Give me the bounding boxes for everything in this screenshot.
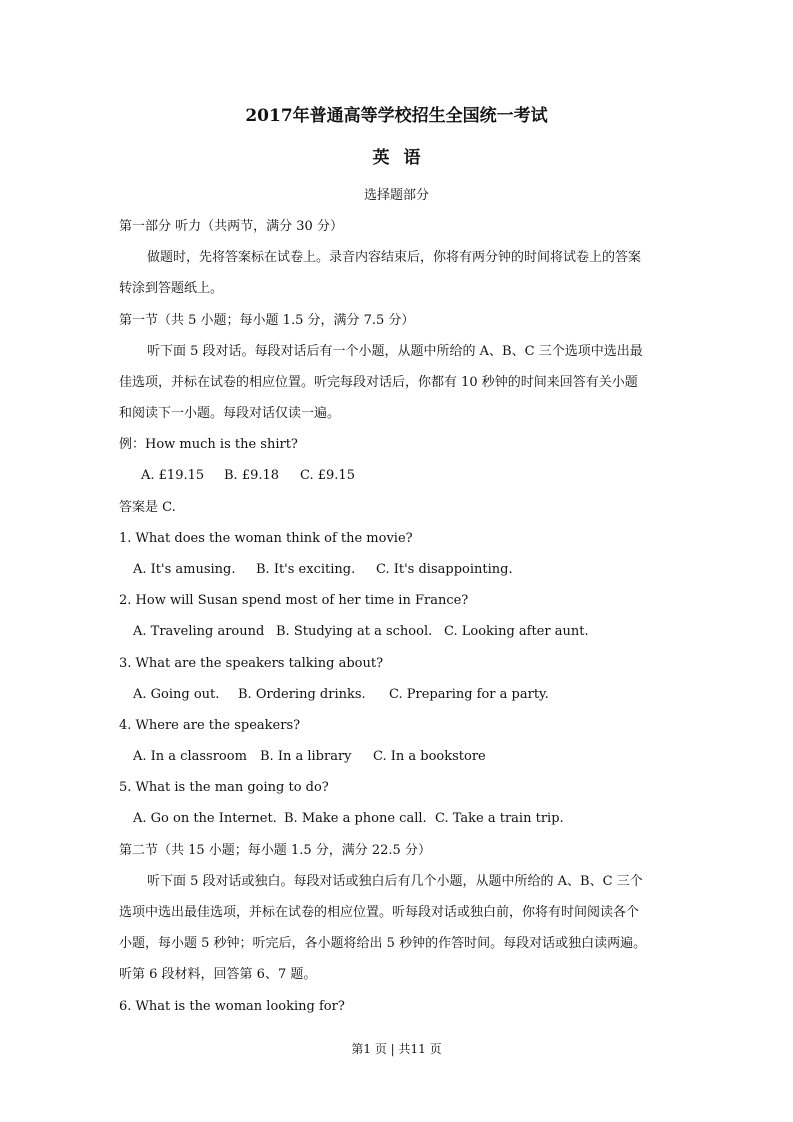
section2-instr-line3: 小题，每小题 5 秒钟；听完后，各小题将给出 5 秒钟的作答时间。每段对话或独白读两遍。: [119, 936, 647, 951]
example-option-a: A. £19.15: [141, 468, 205, 483]
exam-title: 2017年普通高等学校招生全国统一考试: [245, 106, 548, 126]
question-6: 6. What is the woman looking for?: [119, 999, 345, 1014]
question-4-option-b: B. In a library: [260, 749, 352, 764]
section2-instr-line4: 听第 6 段材料，回答第 6、7 题。: [119, 967, 317, 982]
question-4: 4. Where are the speakers?: [119, 718, 301, 733]
question-1-option-b: B. It's exciting.: [256, 562, 356, 577]
question-5-option-b: B. Make a phone call.: [284, 811, 427, 826]
section1-heading: 第一节（共 5 小题；每小题 1.5 分，满分 7.5 分）: [119, 313, 415, 328]
part1-intro-line2: 转涂到答题纸上。: [119, 281, 224, 296]
section1-instr-line3: 和阅读下一小题。每段对话仅读一遍。: [119, 406, 341, 421]
example-question: 例：How much is the shirt?: [119, 437, 298, 452]
question-3-option-b: B. Ordering drinks.: [238, 687, 366, 702]
question-2: 2. How will Susan spend most of her time in France?: [119, 593, 469, 608]
question-2-option-b: B. Studying at a school.: [276, 624, 433, 639]
question-4-option-c: C. In a bookstore: [373, 749, 486, 764]
part1-heading: 第一部分 听力（共两节，满分 30 分）: [119, 219, 343, 234]
question-5-option-a: A. Go on the Internet.: [133, 811, 277, 826]
question-1-option-c: C. It's disappointing.: [376, 562, 513, 577]
question-3-option-c: C. Preparing for a party.: [389, 687, 549, 702]
question-4-option-a: A. In a classroom: [133, 749, 247, 764]
page-footer: 第1 页 | 共11 页: [351, 1042, 442, 1056]
question-1-option-a: A. It's amusing.: [133, 562, 236, 577]
section1-instr-line2: 佳选项，并标在试卷的相应位置。听完每段对话后，你都有 10 秒钟的时间来回答有关小题: [119, 375, 638, 390]
question-3: 3. What are the speakers talking about?: [119, 656, 384, 671]
question-1: 1. What does the woman think of the movie?: [119, 531, 413, 546]
example-answer: 答案是 C.: [119, 500, 176, 515]
question-2-option-a: A. Traveling around: [133, 624, 265, 639]
example-option-c: C. £9.15: [300, 468, 355, 483]
question-3-option-a: A. Going out.: [133, 687, 220, 702]
section2-heading: 第二节（共 15 小题；每小题 1.5 分，满分 22.5 分）: [119, 843, 431, 858]
question-5: 5. What is the man going to do?: [119, 780, 329, 795]
section2-instr-line2: 选项中选出最佳选项，并标在试卷的相应位置。听每段对话或独白前，你将有时间阅读各个: [119, 905, 640, 920]
section1-instr-line1: 听下面 5 段对话。每段对话后有一个小题，从题中所给的 A、B、C 三个选项中选出最: [147, 344, 643, 359]
example-option-b: B. £9.18: [224, 468, 280, 483]
section2-instr-line1: 听下面 5 段对话或独白。每段对话或独白后有几个小题，从题中所给的 A、B、C 三个: [147, 874, 643, 889]
question-2-option-c: C. Looking after aunt.: [444, 624, 589, 639]
part1-intro-line1: 做题时，先将答案标在试卷上。录音内容结束后，你将有两分钟的时间将试卷上的答案: [147, 250, 642, 265]
question-5-option-c: C. Take a train trip.: [435, 811, 564, 826]
part-label: 选择题部分: [363, 188, 429, 203]
subject-title: 英语: [372, 148, 435, 168]
